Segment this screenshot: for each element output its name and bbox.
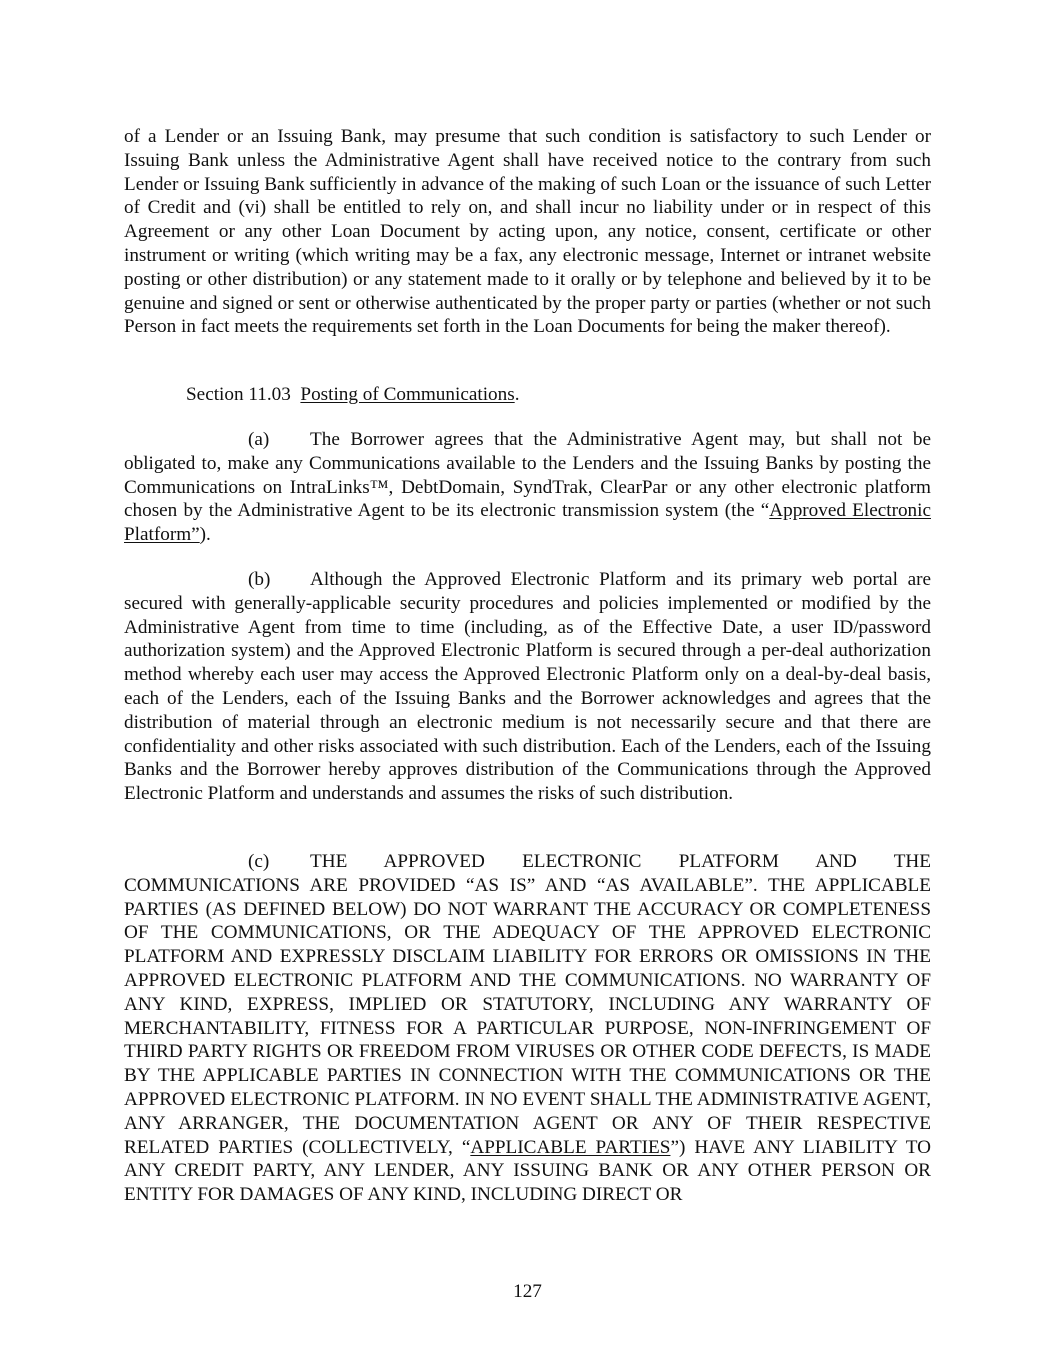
paragraph-c-label: (c): [248, 851, 270, 872]
paragraph-c-text-end: ”) HAVE ANY LIABILITY TO ANY CREDIT PARTY, ANY LENDER, ANY ISSUING BANK OR ANY OTHER PERSON OR ENTITY FOR DAMAGES OF ANY KIND, INCLUDING DIRECT OR: [124, 1136, 931, 1206]
defined-term-approved-electronic-platform: Approved Electronic Platform”: [124, 500, 931, 546]
paragraph-b-text: Although the Approved Electronic Platform and its primary web portal are secured with generally-applicable security procedures and policies implemented or modified by the Administrative Agent from time to time (including, as of the Effective Date, a user ID/password authorization system) and the Approved Electronic Platform is secured through a per-deal authorization method whereby each user may access the Approved Electronic Platform only on a deal-by-deal basis, each of the Lenders, each of the Issuing Banks and the Borrower acknowledges and agrees that the distribution of material through an electronic medium is not necessarily secure and that there are confidentiality and other risks associated with such distribution. Each of the Lenders, each of the Issuing Banks and the Borrower hereby approves distribution of the Communications through the Approved Electronic Platform and understands and assumes the risks of such distribution.: [124, 569, 931, 805]
section-heading: [124, 383, 993, 407]
paragraph-a-label: (a): [248, 429, 270, 450]
paragraph-a-text: The Borrower agrees that the Administrative Agent may, but shall not be obligated to, make any Communications available to the Lenders and the Issuing Banks by posting the Communications on IntraLinks™, DebtDomain, SyndTrak, ClearPar or any other electronic platform chosen by the Administrative Agent to be its electronic transmission system (the “: [124, 429, 931, 522]
defined-term-applicable-parties: APPLICABLE PARTIES: [470, 1136, 671, 1158]
paragraph-c: [124, 850, 931, 1207]
page-number: 127: [513, 1281, 542, 1302]
section-title-suffix: .: [514, 384, 520, 405]
paragraph-c-text: THE APPROVED ELECTRONIC PLATFORM AND THE COMMUNICATIONS ARE PROVIDED “AS IS” AND “AS AVAILABLE”. THE APPLICABLE PARTIES (AS DEFINED BELOW) DO NOT WARRANT THE ACCURACY OR COMPLETENESS OF THE COMMUNICATIONS, OR THE ADEQUACY OF THE APPROVED ELECTRONIC PLATFORM AND EXPRESSLY DISCLAIM LIABILITY FOR ERRORS OR OMISSIONS IN THE APPROVED ELECTRONIC PLATFORM AND THE COMMUNICATIONS. NO WARRANTY OF ANY KIND, EXPRESS, IMPLIED OR STATUTORY, INCLUDING ANY WARRANTY OF MERCHANTABILITY, FITNESS FOR A PARTICULAR PURPOSE, NON-INFRINGEMENT OF THIRD PARTY RIGHTS OR FREEDOM FROM VIRUSES OR OTHER CODE DEFECTS, IS MADE BY THE APPLICABLE PARTIES IN CONNECTION WITH THE COMMUNICATIONS OR THE APPROVED ELECTRONIC PLATFORM. IN NO EVENT SHALL THE ADMINISTRATIVE AGENT, ANY ARRANGER, THE DOCUMENTATION AGENT OR ANY OF THEIR RESPECTIVE RELATED PARTIES (COLLECTIVELY, “: [124, 851, 931, 1158]
intro-paragraph: of a Lender or an Issuing Bank, may presume that such condition is satisfactory to such Lender or Issuing Bank unless the Administrative Agent shall have received notice to the contrary from such Lender or Issuing Bank sufficiently in advance of the making of such Loan or the issuance of such Letter of Credit and (vi) shall be entitled to rely on, and shall incur no liability under or in respect of this Agreement or any other Loan Document by acting upon, any notice, consent, certificate or other instrument or writing (which writing may be a fax, any electronic message, Internet or intranet website posting or other distribution) or any statement made to it orally or by telephone and believed by it to be genuine and signed or sent or otherwise authenticated by the proper party or parties (whether or not such Person in fact meets the requirements set forth in the Loan Documents for being the maker thereof).: [124, 126, 931, 338]
paragraph-b: [124, 568, 931, 806]
section-number: Section 11.03: [186, 384, 291, 405]
section-title: Posting of Communications: [300, 384, 515, 405]
paragraph-b-label: (b): [248, 569, 271, 590]
paragraph-a: [124, 428, 931, 547]
paragraph-a-text-end: ).: [199, 524, 211, 546]
